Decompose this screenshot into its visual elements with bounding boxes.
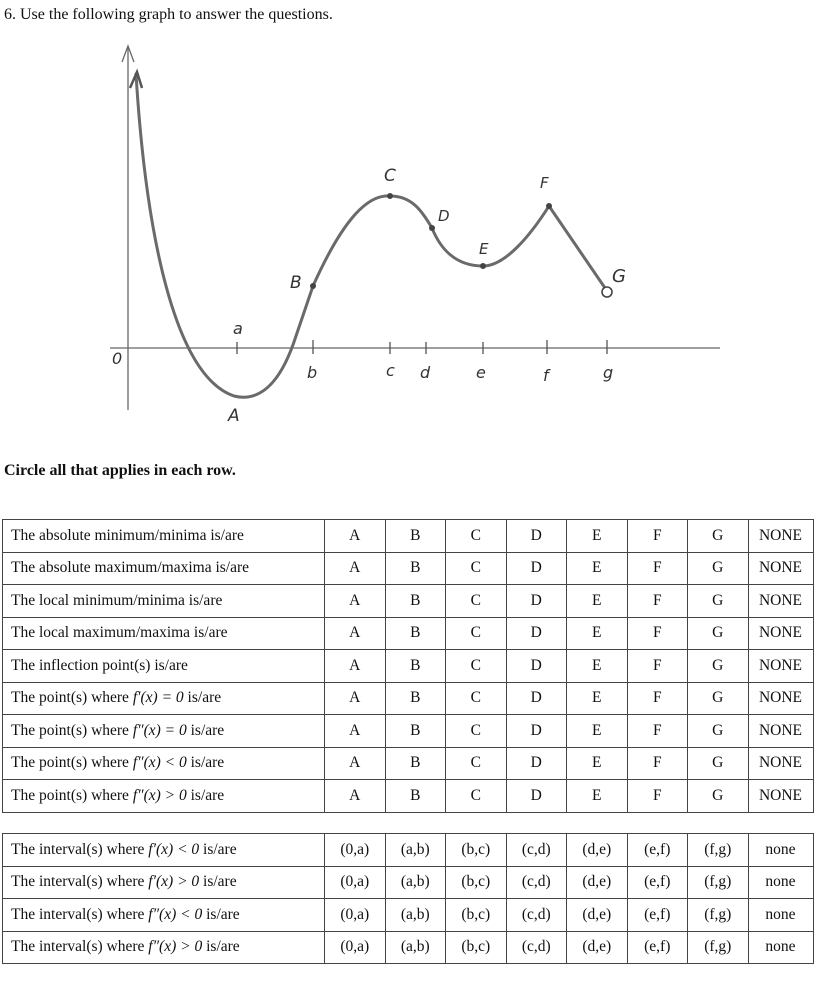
answer-option[interactable]: C [446,715,507,748]
row-label-text: The local maximum/maxima is/are [11,624,228,642]
row-label [3,585,325,618]
answer-option[interactable]: C [446,650,507,683]
points-row [3,552,814,585]
answer-option[interactable]: D [506,715,567,748]
answer-option[interactable]: E [567,650,628,683]
answer-option[interactable]: F [627,747,688,780]
answer-option[interactable]: A [325,747,386,780]
answer-option[interactable]: F [627,617,688,650]
answer-option[interactable]: (d,e) [567,834,628,867]
row-label-math: f″(x) > 0 [132,786,187,804]
answer-option[interactable]: (c,d) [506,931,567,964]
answer-option[interactable]: NONE [748,617,813,650]
answer-option[interactable]: (e,f) [627,931,688,964]
answer-option[interactable]: none [748,931,813,964]
answer-option[interactable]: B [385,650,446,683]
row-label [3,715,325,748]
origin-label: 0 [112,349,123,368]
answer-option[interactable]: B [385,585,446,618]
answer-option[interactable]: none [748,899,813,932]
answer-option[interactable]: (b,c) [446,834,507,867]
row-label-text: The absolute maximum/maxima is/are [11,559,250,577]
answer-option[interactable]: (e,f) [627,834,688,867]
answer-option[interactable]: (a,b) [385,899,446,932]
answer-option[interactable]: (a,b) [385,931,446,964]
row-label-math: f′(x) < 0 [148,840,200,858]
answer-option[interactable]: G [688,747,749,780]
answer-option[interactable]: A [325,520,386,553]
row-label-text: The point(s) where [11,786,133,804]
answer-option[interactable]: A [325,617,386,650]
row-label-text: is/are [199,873,237,891]
row-label-text: is/are [202,938,240,956]
answer-option[interactable]: (b,c) [446,866,507,899]
answer-option[interactable]: (f,g) [688,866,749,899]
intervals-answer-table [2,833,814,964]
answer-option[interactable]: (d,e) [567,931,628,964]
row-label [3,780,325,813]
answer-option[interactable]: none [748,866,813,899]
tick-label-f: f [543,366,549,385]
answer-option[interactable]: D [506,520,567,553]
row-label-text: is/are [199,840,237,858]
answer-option[interactable]: G [688,617,749,650]
answer-option[interactable]: (b,c) [446,899,507,932]
row-label-text: is/are [186,786,225,804]
row-label-math: f″(x) < 0 [132,754,187,772]
question-prompt [4,6,333,24]
answer-option[interactable]: D [506,747,567,780]
question-number: 6. [4,6,16,23]
answer-option[interactable]: (f,g) [688,931,749,964]
answer-option[interactable]: C [446,617,507,650]
answer-option[interactable]: B [385,682,446,715]
answer-option[interactable]: NONE [748,552,813,585]
answer-option[interactable]: E [567,682,628,715]
answer-option[interactable]: NONE [748,682,813,715]
row-label [3,617,325,650]
intervals-row [3,834,814,867]
intervals-row [3,899,814,932]
point-label-E: E [479,240,489,258]
answer-option[interactable]: (c,d) [506,899,567,932]
row-label-text: The point(s) where [11,689,133,707]
answer-option[interactable]: (e,f) [627,866,688,899]
tick-label-b: b [307,363,318,382]
answer-option[interactable]: NONE [748,747,813,780]
answer-option[interactable]: G [688,715,749,748]
instruction-text: Circle all that applies in each row. [4,462,236,479]
row-label-text: is/are [186,754,225,772]
answer-option[interactable]: D [506,682,567,715]
point-label-A: A [228,406,240,426]
function-curve [136,74,605,397]
answer-option[interactable]: B [385,780,446,813]
answer-option[interactable]: G [688,780,749,813]
answer-option[interactable]: NONE [748,520,813,553]
answer-option[interactable]: (b,c) [446,931,507,964]
answer-option[interactable]: F [627,520,688,553]
point-label-C: C [384,166,396,186]
answer-option[interactable]: G [688,552,749,585]
answer-option[interactable]: none [748,834,813,867]
row-label [3,899,325,932]
tick-label-g: g [603,363,614,382]
row-label-math: f′(x) > 0 [148,873,200,891]
tick-label-d: d [420,363,431,382]
answer-option[interactable]: D [506,780,567,813]
question-text: Use the following graph to answer the questions. [20,6,333,23]
point-label-D: D [438,207,450,225]
answer-option[interactable]: (f,g) [688,834,749,867]
curve-points [310,193,552,289]
answer-option[interactable]: B [385,747,446,780]
answer-option[interactable]: (d,e) [567,866,628,899]
answer-option[interactable]: D [506,650,567,683]
answer-option[interactable]: F [627,682,688,715]
row-label-math: f″(x) = 0 [132,721,187,739]
row-label-text: The point(s) where [11,721,133,739]
answer-option[interactable]: F [627,552,688,585]
answer-option[interactable]: C [446,747,507,780]
point-label-F: F [540,174,549,192]
tick-label-a: a [233,319,243,338]
answer-option[interactable]: B [385,552,446,585]
row-label-text: The absolute minimum/minima is/are [11,526,244,544]
answer-option[interactable]: B [385,617,446,650]
answer-option[interactable]: D [506,552,567,585]
answer-option[interactable]: F [627,650,688,683]
answer-option[interactable]: C [446,520,507,553]
answer-option[interactable]: B [385,715,446,748]
row-label-text: The interval(s) where [11,840,149,858]
answer-option[interactable]: D [506,617,567,650]
row-label [3,682,325,715]
row-label [3,866,325,899]
row-label [3,747,325,780]
answer-option[interactable]: NONE [748,585,813,618]
answer-option[interactable]: A [325,650,386,683]
answer-option[interactable]: (0,a) [325,834,386,867]
answer-option[interactable]: C [446,552,507,585]
answer-option[interactable]: E [567,747,628,780]
intervals-row [3,931,814,964]
row-label-text: is/are [202,905,240,923]
point-label-B: B [290,273,302,293]
answer-option[interactable]: C [446,585,507,618]
answer-option[interactable]: B [385,520,446,553]
tick-label-c: c [386,361,395,380]
answer-option[interactable]: (a,b) [385,866,446,899]
point-label-G: G [612,266,626,287]
answer-option[interactable]: G [688,585,749,618]
row-label [3,834,325,867]
answer-option[interactable]: E [567,617,628,650]
row-label-text: is/are [183,689,222,707]
answer-option[interactable]: G [688,682,749,715]
answer-option[interactable]: NONE [748,715,813,748]
row-label-text: The interval(s) where [11,873,149,891]
answer-option[interactable]: G [688,520,749,553]
answer-option[interactable]: (c,d) [506,866,567,899]
answer-option[interactable]: C [446,780,507,813]
answer-option[interactable]: E [567,715,628,748]
answer-option[interactable]: (c,d) [506,834,567,867]
answer-option[interactable]: (a,b) [385,834,446,867]
answer-option[interactable]: A [325,585,386,618]
function-graph [100,36,740,436]
answer-option[interactable]: E [567,552,628,585]
points-row [3,780,814,813]
row-label-math: f″(x) < 0 [148,905,203,923]
answer-option[interactable]: C [446,682,507,715]
answer-option[interactable]: NONE [748,780,813,813]
row-label-text: The interval(s) where [11,905,149,923]
answer-option[interactable]: F [627,585,688,618]
answer-option[interactable]: (e,f) [627,899,688,932]
answer-option[interactable]: A [325,682,386,715]
row-label-text: The interval(s) where [11,938,149,956]
answer-option[interactable]: (0,a) [325,899,386,932]
points-row [3,682,814,715]
answer-option[interactable]: F [627,715,688,748]
answer-option[interactable]: E [567,780,628,813]
row-label-math: f″(x) > 0 [148,938,203,956]
answer-option[interactable]: NONE [748,650,813,683]
answer-option[interactable]: E [567,520,628,553]
row-label [3,520,325,553]
row-label-text: is/are [186,721,225,739]
answer-option[interactable]: F [627,780,688,813]
tick-label-e: e [476,363,486,382]
intervals-row [3,866,814,899]
points-row [3,715,814,748]
row-label-text: The point(s) where [11,754,133,772]
row-label-text: The inflection point(s) is/are [11,656,188,674]
answer-option[interactable]: (d,e) [567,899,628,932]
answer-option[interactable]: A [325,552,386,585]
open-endpoint-g [602,287,612,297]
row-label [3,931,325,964]
points-row [3,585,814,618]
answer-option[interactable]: (0,a) [325,931,386,964]
points-row [3,520,814,553]
answer-option[interactable]: (0,a) [325,866,386,899]
points-answer-table [2,519,814,813]
answer-option[interactable]: A [325,780,386,813]
points-row [3,617,814,650]
points-row [3,747,814,780]
row-label [3,650,325,683]
row-label-math: f′(x) = 0 [132,689,184,707]
answer-option[interactable]: A [325,715,386,748]
row-label [3,552,325,585]
points-row [3,650,814,683]
answer-option[interactable]: G [688,650,749,683]
answer-option[interactable]: D [506,585,567,618]
answer-option[interactable]: (f,g) [688,899,749,932]
answer-option[interactable]: E [567,585,628,618]
row-label-text: The local minimum/minima is/are [11,591,223,609]
